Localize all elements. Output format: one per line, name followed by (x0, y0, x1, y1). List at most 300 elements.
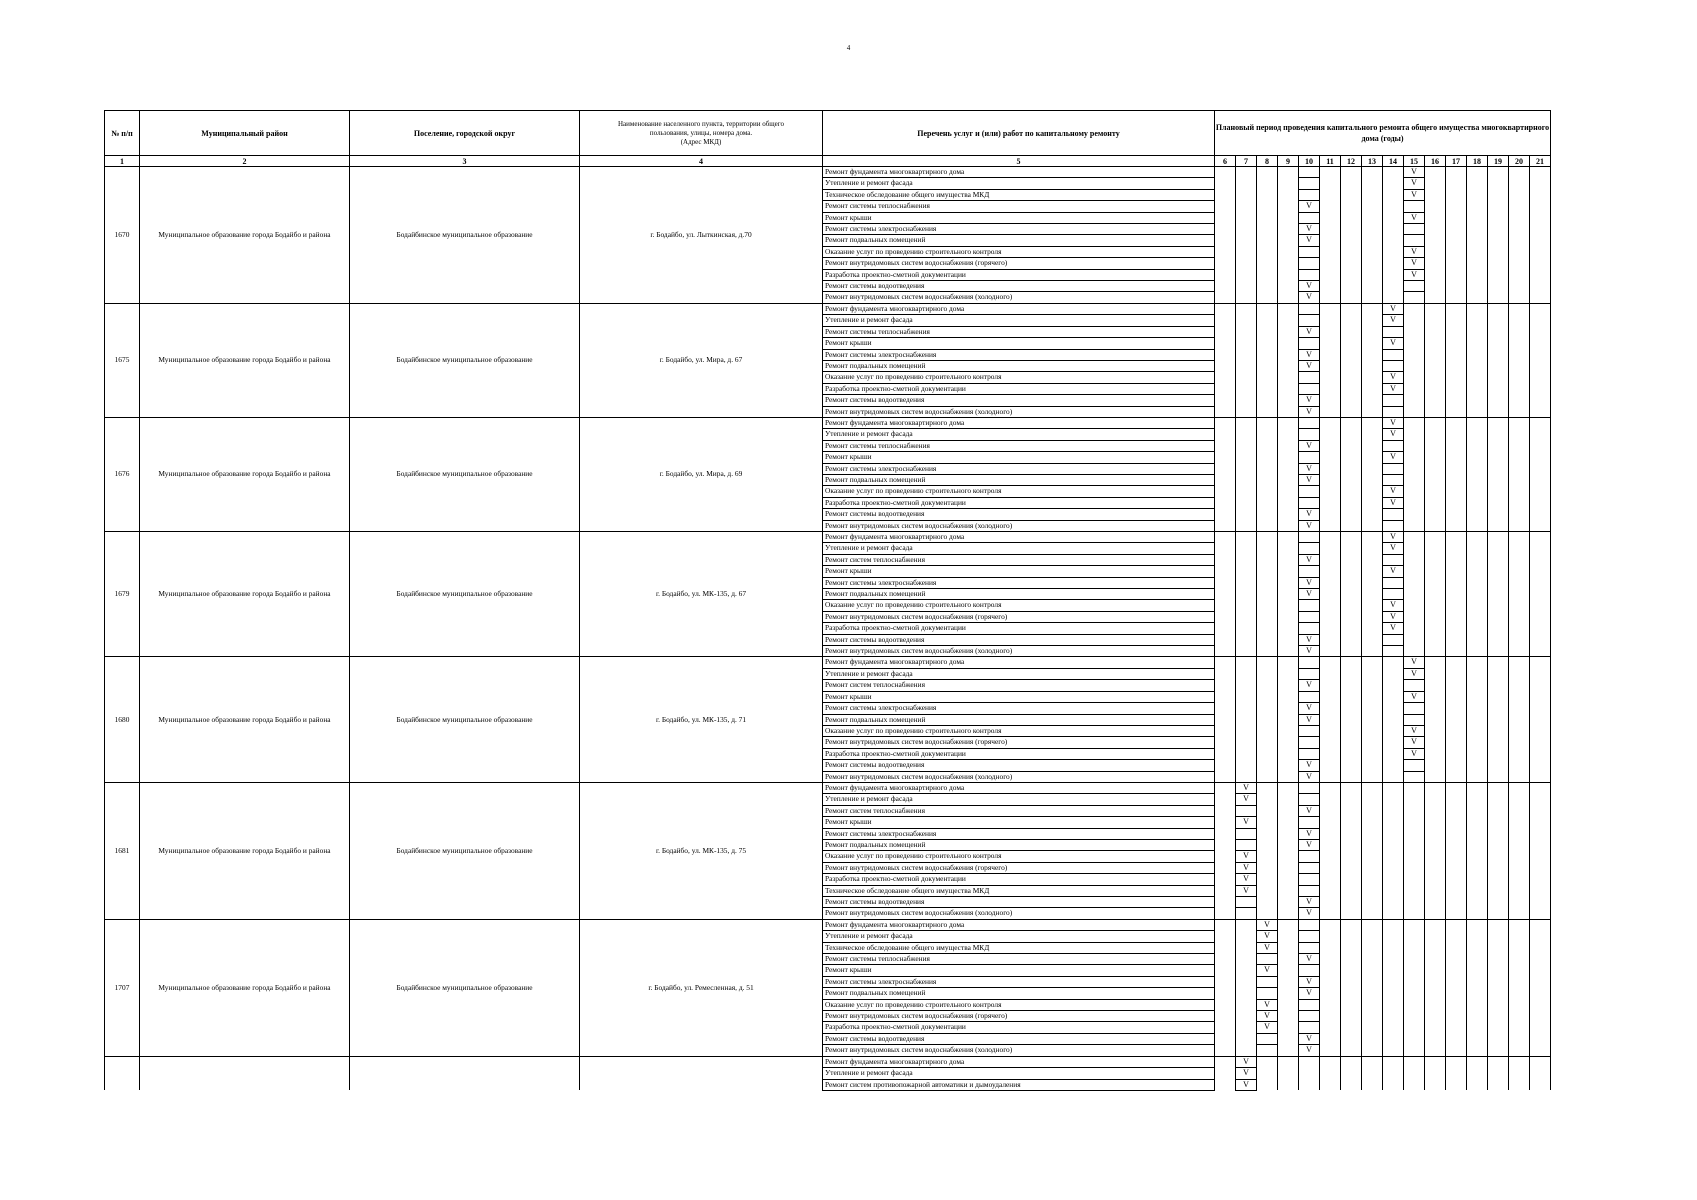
year-13-cell (1362, 474, 1383, 485)
year-14-cell (1383, 1022, 1404, 1033)
year-21-cell (1530, 577, 1551, 588)
year-19-cell (1488, 1033, 1509, 1044)
year-19-cell (1488, 372, 1509, 383)
year-20-cell (1509, 919, 1530, 930)
year-11-cell (1320, 474, 1341, 485)
year-7-cell (1236, 167, 1257, 178)
row-number: 1670 (105, 167, 140, 304)
year-17-cell (1446, 258, 1467, 269)
year-16-cell (1425, 406, 1446, 417)
year-8-cell (1257, 828, 1278, 839)
year-7-cell (1236, 566, 1257, 577)
year-21-cell (1530, 417, 1551, 428)
year-20-cell (1509, 360, 1530, 371)
year-12-cell (1341, 908, 1362, 919)
year-8-cell (1257, 782, 1278, 793)
year-16-cell (1425, 395, 1446, 406)
year-11-cell (1320, 566, 1341, 577)
year-8-cell (1257, 372, 1278, 383)
year-19-cell (1488, 668, 1509, 679)
year-9-cell (1278, 976, 1299, 987)
column-number: 13 (1362, 156, 1383, 167)
work-item: Ремонт системы теплоснабжения (823, 201, 1215, 212)
table-row (105, 532, 1551, 543)
year-17-cell (1446, 976, 1467, 987)
column-number: 16 (1425, 156, 1446, 167)
table-row (105, 167, 1551, 178)
year-13-cell (1362, 395, 1383, 406)
year-14-cell (1383, 1011, 1404, 1022)
year-11-cell (1320, 532, 1341, 543)
year-8-cell (1257, 406, 1278, 417)
work-item: Ремонт систем теплоснабжения (823, 805, 1215, 816)
year-11-cell (1320, 349, 1341, 360)
year-8-cell (1257, 725, 1278, 736)
year-12-cell (1341, 1079, 1362, 1090)
year-15-cell (1404, 452, 1425, 463)
year-6-cell (1215, 874, 1236, 885)
work-item: Ремонт подвальных помещений (823, 474, 1215, 485)
year-8-cell (1257, 417, 1278, 428)
work-item: Ремонт фундамента многоквартирного дома (823, 657, 1215, 668)
year-20-cell (1509, 452, 1530, 463)
year-13-cell (1362, 554, 1383, 565)
year-7-cell (1236, 897, 1257, 908)
year-9-cell (1278, 942, 1299, 953)
year-11-cell (1320, 372, 1341, 383)
year-13-cell (1362, 646, 1383, 657)
year-9-cell (1278, 885, 1299, 896)
year-12-cell (1341, 463, 1362, 474)
year-11-cell (1320, 1045, 1341, 1056)
year-19-cell (1488, 851, 1509, 862)
year-13-cell (1362, 657, 1383, 668)
year-14-cell (1383, 976, 1404, 987)
year-20-cell (1509, 680, 1530, 691)
year-14-cell (1383, 954, 1404, 965)
year-9-cell (1278, 646, 1299, 657)
year-17-cell (1446, 189, 1467, 200)
year-12-cell (1341, 725, 1362, 736)
year-7-cell (1236, 954, 1257, 965)
year-19-cell (1488, 383, 1509, 394)
work-item: Ремонт подвальных помещений (823, 360, 1215, 371)
year-mark: V (1404, 212, 1425, 223)
year-16-cell (1425, 463, 1446, 474)
year-20-cell (1509, 224, 1530, 235)
year-13-cell (1362, 167, 1383, 178)
year-8-cell (1257, 874, 1278, 885)
year-12-cell (1341, 611, 1362, 622)
year-16-cell (1425, 429, 1446, 440)
work-item: Ремонт подвальных помещений (823, 589, 1215, 600)
year-14-cell (1383, 509, 1404, 520)
year-8-cell (1257, 760, 1278, 771)
year-18-cell (1467, 566, 1488, 577)
year-21-cell (1530, 828, 1551, 839)
year-17-cell (1446, 862, 1467, 873)
year-19-cell (1488, 360, 1509, 371)
year-mark: V (1299, 395, 1320, 406)
year-mark: V (1257, 1011, 1278, 1022)
year-11-cell (1320, 634, 1341, 645)
year-14-cell (1383, 1079, 1404, 1090)
header-address-line-3: (Адрес МКД) (680, 137, 722, 146)
year-17-cell (1446, 303, 1467, 314)
year-9-cell (1278, 999, 1299, 1010)
work-item: Разработка проектно-сметной документации (823, 383, 1215, 394)
settlement-cell: Бодайбинское муниципальное образование (350, 167, 580, 304)
year-mark: V (1383, 338, 1404, 349)
year-20-cell (1509, 269, 1530, 280)
year-13-cell (1362, 862, 1383, 873)
year-21-cell (1530, 725, 1551, 736)
work-item: Утепление и ремонт фасада (823, 543, 1215, 554)
work-item: Ремонт фундамента многоквартирного дома (823, 532, 1215, 543)
year-17-cell (1446, 646, 1467, 657)
year-9-cell (1278, 303, 1299, 314)
year-8-cell (1257, 611, 1278, 622)
year-20-cell (1509, 201, 1530, 212)
year-18-cell (1467, 828, 1488, 839)
year-20-cell (1509, 474, 1530, 485)
year-10-cell (1299, 189, 1320, 200)
year-15-cell (1404, 372, 1425, 383)
year-7-cell (1236, 828, 1257, 839)
year-6-cell (1215, 338, 1236, 349)
year-20-cell (1509, 931, 1530, 942)
district-cell (140, 1056, 350, 1090)
column-number: 4 (580, 156, 823, 167)
year-mark: V (1404, 691, 1425, 702)
year-18-cell (1467, 383, 1488, 394)
year-17-cell (1446, 178, 1467, 189)
work-item: Ремонт внутридомовых систем водоснабжения (горячего) (823, 862, 1215, 873)
year-21-cell (1530, 1079, 1551, 1090)
year-9-cell (1278, 668, 1299, 679)
year-13-cell (1362, 1079, 1383, 1090)
year-9-cell (1278, 1056, 1299, 1067)
year-6-cell (1215, 999, 1236, 1010)
year-17-cell (1446, 292, 1467, 303)
year-10-cell (1299, 668, 1320, 679)
year-12-cell (1341, 919, 1362, 930)
year-8-cell (1257, 839, 1278, 850)
year-16-cell (1425, 338, 1446, 349)
year-8-cell (1257, 589, 1278, 600)
year-16-cell (1425, 897, 1446, 908)
year-9-cell (1278, 771, 1299, 782)
work-item: Ремонт подвальных помещений (823, 988, 1215, 999)
year-15-cell (1404, 463, 1425, 474)
header-settlement: Поселение, городской округ (350, 111, 580, 156)
year-20-cell (1509, 646, 1530, 657)
year-15-cell (1404, 383, 1425, 394)
year-18-cell (1467, 634, 1488, 645)
year-11-cell (1320, 212, 1341, 223)
year-21-cell (1530, 976, 1551, 987)
year-mark: V (1299, 349, 1320, 360)
year-mark: V (1299, 406, 1320, 417)
settlement-cell: Бодайбинское муниципальное образование (350, 303, 580, 417)
year-17-cell (1446, 782, 1467, 793)
year-21-cell (1530, 839, 1551, 850)
year-16-cell (1425, 691, 1446, 702)
year-20-cell (1509, 657, 1530, 668)
year-16-cell (1425, 167, 1446, 178)
year-20-cell (1509, 520, 1530, 531)
year-17-cell (1446, 1033, 1467, 1044)
year-12-cell (1341, 224, 1362, 235)
year-7-cell (1236, 657, 1257, 668)
year-21-cell (1530, 452, 1551, 463)
year-18-cell (1467, 748, 1488, 759)
year-12-cell (1341, 657, 1362, 668)
year-14-cell (1383, 224, 1404, 235)
year-21-cell (1530, 224, 1551, 235)
year-13-cell (1362, 703, 1383, 714)
year-16-cell (1425, 919, 1446, 930)
year-11-cell (1320, 417, 1341, 428)
row-number: 1676 (105, 417, 140, 531)
year-17-cell (1446, 532, 1467, 543)
year-10-cell (1299, 338, 1320, 349)
year-15-cell (1404, 566, 1425, 577)
year-14-cell (1383, 212, 1404, 223)
year-11-cell (1320, 1011, 1341, 1022)
year-10-cell (1299, 532, 1320, 543)
year-mark: V (1404, 668, 1425, 679)
year-11-cell (1320, 668, 1341, 679)
year-7-cell (1236, 611, 1257, 622)
year-21-cell (1530, 303, 1551, 314)
year-15-cell (1404, 988, 1425, 999)
year-19-cell (1488, 942, 1509, 953)
year-6-cell (1215, 349, 1236, 360)
year-8-cell (1257, 1033, 1278, 1044)
year-9-cell (1278, 919, 1299, 930)
year-10-cell (1299, 269, 1320, 280)
year-12-cell (1341, 634, 1362, 645)
year-11-cell (1320, 725, 1341, 736)
year-7-cell (1236, 417, 1257, 428)
year-16-cell (1425, 440, 1446, 451)
year-20-cell (1509, 976, 1530, 987)
year-6-cell (1215, 178, 1236, 189)
year-17-cell (1446, 760, 1467, 771)
year-6-cell (1215, 782, 1236, 793)
year-mark: V (1299, 235, 1320, 246)
year-8-cell (1257, 680, 1278, 691)
year-19-cell (1488, 954, 1509, 965)
year-21-cell (1530, 429, 1551, 440)
year-mark: V (1383, 497, 1404, 508)
year-14-cell (1383, 577, 1404, 588)
year-12-cell (1341, 1033, 1362, 1044)
year-7-cell (1236, 919, 1257, 930)
year-13-cell (1362, 315, 1383, 326)
year-6-cell (1215, 406, 1236, 417)
year-17-cell (1446, 885, 1467, 896)
year-10-cell (1299, 817, 1320, 828)
year-11-cell (1320, 611, 1341, 622)
year-20-cell (1509, 383, 1530, 394)
year-10-cell (1299, 851, 1320, 862)
year-7-cell (1236, 509, 1257, 520)
year-13-cell (1362, 1033, 1383, 1044)
year-9-cell (1278, 931, 1299, 942)
year-8-cell (1257, 167, 1278, 178)
year-17-cell (1446, 167, 1467, 178)
year-12-cell (1341, 452, 1362, 463)
year-8-cell (1257, 577, 1278, 588)
year-7-cell (1236, 680, 1257, 691)
address-cell (580, 1056, 823, 1090)
year-mark: V (1299, 440, 1320, 451)
year-9-cell (1278, 246, 1299, 257)
year-7-cell (1236, 1022, 1257, 1033)
year-14-cell (1383, 360, 1404, 371)
work-item: Техническое обследование общего имущества МКД (823, 942, 1215, 953)
year-12-cell (1341, 646, 1362, 657)
year-6-cell (1215, 908, 1236, 919)
year-10-cell (1299, 862, 1320, 873)
year-11-cell (1320, 201, 1341, 212)
year-9-cell (1278, 338, 1299, 349)
year-11-cell (1320, 691, 1341, 702)
year-7-cell (1236, 988, 1257, 999)
year-10-cell (1299, 1068, 1320, 1079)
year-mark: V (1383, 600, 1404, 611)
year-8-cell (1257, 976, 1278, 987)
year-17-cell (1446, 395, 1467, 406)
year-16-cell (1425, 931, 1446, 942)
year-8-cell (1257, 897, 1278, 908)
year-11-cell (1320, 623, 1341, 634)
year-mark: V (1299, 474, 1320, 485)
year-11-cell (1320, 1033, 1341, 1044)
year-mark: V (1404, 178, 1425, 189)
year-18-cell (1467, 965, 1488, 976)
year-12-cell (1341, 360, 1362, 371)
year-13-cell (1362, 189, 1383, 200)
year-9-cell (1278, 269, 1299, 280)
work-item: Ремонт внутридомовых систем водоснабжения (горячего) (823, 1011, 1215, 1022)
year-17-cell (1446, 406, 1467, 417)
year-8-cell (1257, 748, 1278, 759)
year-13-cell (1362, 406, 1383, 417)
year-18-cell (1467, 235, 1488, 246)
year-9-cell (1278, 703, 1299, 714)
year-13-cell (1362, 520, 1383, 531)
year-9-cell (1278, 760, 1299, 771)
year-mark: V (1299, 281, 1320, 292)
year-14-cell (1383, 395, 1404, 406)
year-17-cell (1446, 691, 1467, 702)
year-mark: V (1299, 520, 1320, 531)
year-10-cell (1299, 782, 1320, 793)
year-11-cell (1320, 338, 1341, 349)
year-21-cell (1530, 942, 1551, 953)
year-16-cell (1425, 703, 1446, 714)
year-20-cell (1509, 509, 1530, 520)
year-10-cell (1299, 258, 1320, 269)
year-21-cell (1530, 919, 1551, 930)
year-19-cell (1488, 634, 1509, 645)
year-13-cell (1362, 691, 1383, 702)
year-12-cell (1341, 372, 1362, 383)
settlement-cell: Бодайбинское муниципальное образование (350, 782, 580, 919)
settlement-cell: Бодайбинское муниципальное образование (350, 532, 580, 657)
year-13-cell (1362, 326, 1383, 337)
year-15-cell (1404, 292, 1425, 303)
year-7-cell (1236, 292, 1257, 303)
year-15-cell (1404, 281, 1425, 292)
year-18-cell (1467, 782, 1488, 793)
year-10-cell (1299, 691, 1320, 702)
year-15-cell (1404, 862, 1425, 873)
year-6-cell (1215, 258, 1236, 269)
address-cell: г. Бодайбо, ул. МК-135, д. 67 (580, 532, 823, 657)
year-15-cell (1404, 828, 1425, 839)
year-15-cell (1404, 703, 1425, 714)
year-mark: V (1404, 657, 1425, 668)
year-20-cell (1509, 988, 1530, 999)
year-17-cell (1446, 874, 1467, 885)
year-18-cell (1467, 874, 1488, 885)
year-7-cell (1236, 532, 1257, 543)
year-13-cell (1362, 566, 1383, 577)
year-21-cell (1530, 646, 1551, 657)
year-mark: V (1299, 839, 1320, 850)
year-17-cell (1446, 703, 1467, 714)
year-20-cell (1509, 326, 1530, 337)
district-cell: Муниципальное образование города Бодайбо и района (140, 782, 350, 919)
year-8-cell (1257, 269, 1278, 280)
year-16-cell (1425, 532, 1446, 543)
year-18-cell (1467, 167, 1488, 178)
year-12-cell (1341, 417, 1362, 428)
year-18-cell (1467, 212, 1488, 223)
year-8-cell (1257, 554, 1278, 565)
year-11-cell (1320, 554, 1341, 565)
year-17-cell (1446, 1068, 1467, 1079)
year-6-cell (1215, 668, 1236, 679)
work-item: Ремонт системы водоотведения (823, 281, 1215, 292)
year-17-cell (1446, 794, 1467, 805)
year-8-cell (1257, 817, 1278, 828)
year-20-cell (1509, 543, 1530, 554)
year-16-cell (1425, 771, 1446, 782)
work-item: Ремонт системы водоотведения (823, 897, 1215, 908)
year-18-cell (1467, 509, 1488, 520)
year-14-cell (1383, 1056, 1404, 1067)
year-11-cell (1320, 782, 1341, 793)
year-15-cell (1404, 201, 1425, 212)
year-mark: V (1257, 999, 1278, 1010)
year-20-cell (1509, 782, 1530, 793)
year-6-cell (1215, 725, 1236, 736)
year-20-cell (1509, 589, 1530, 600)
year-21-cell (1530, 691, 1551, 702)
year-15-cell (1404, 634, 1425, 645)
year-18-cell (1467, 1079, 1488, 1090)
year-mark: V (1299, 897, 1320, 908)
year-9-cell (1278, 874, 1299, 885)
year-7-cell (1236, 178, 1257, 189)
work-item: Ремонт крыши (823, 212, 1215, 223)
year-13-cell (1362, 212, 1383, 223)
